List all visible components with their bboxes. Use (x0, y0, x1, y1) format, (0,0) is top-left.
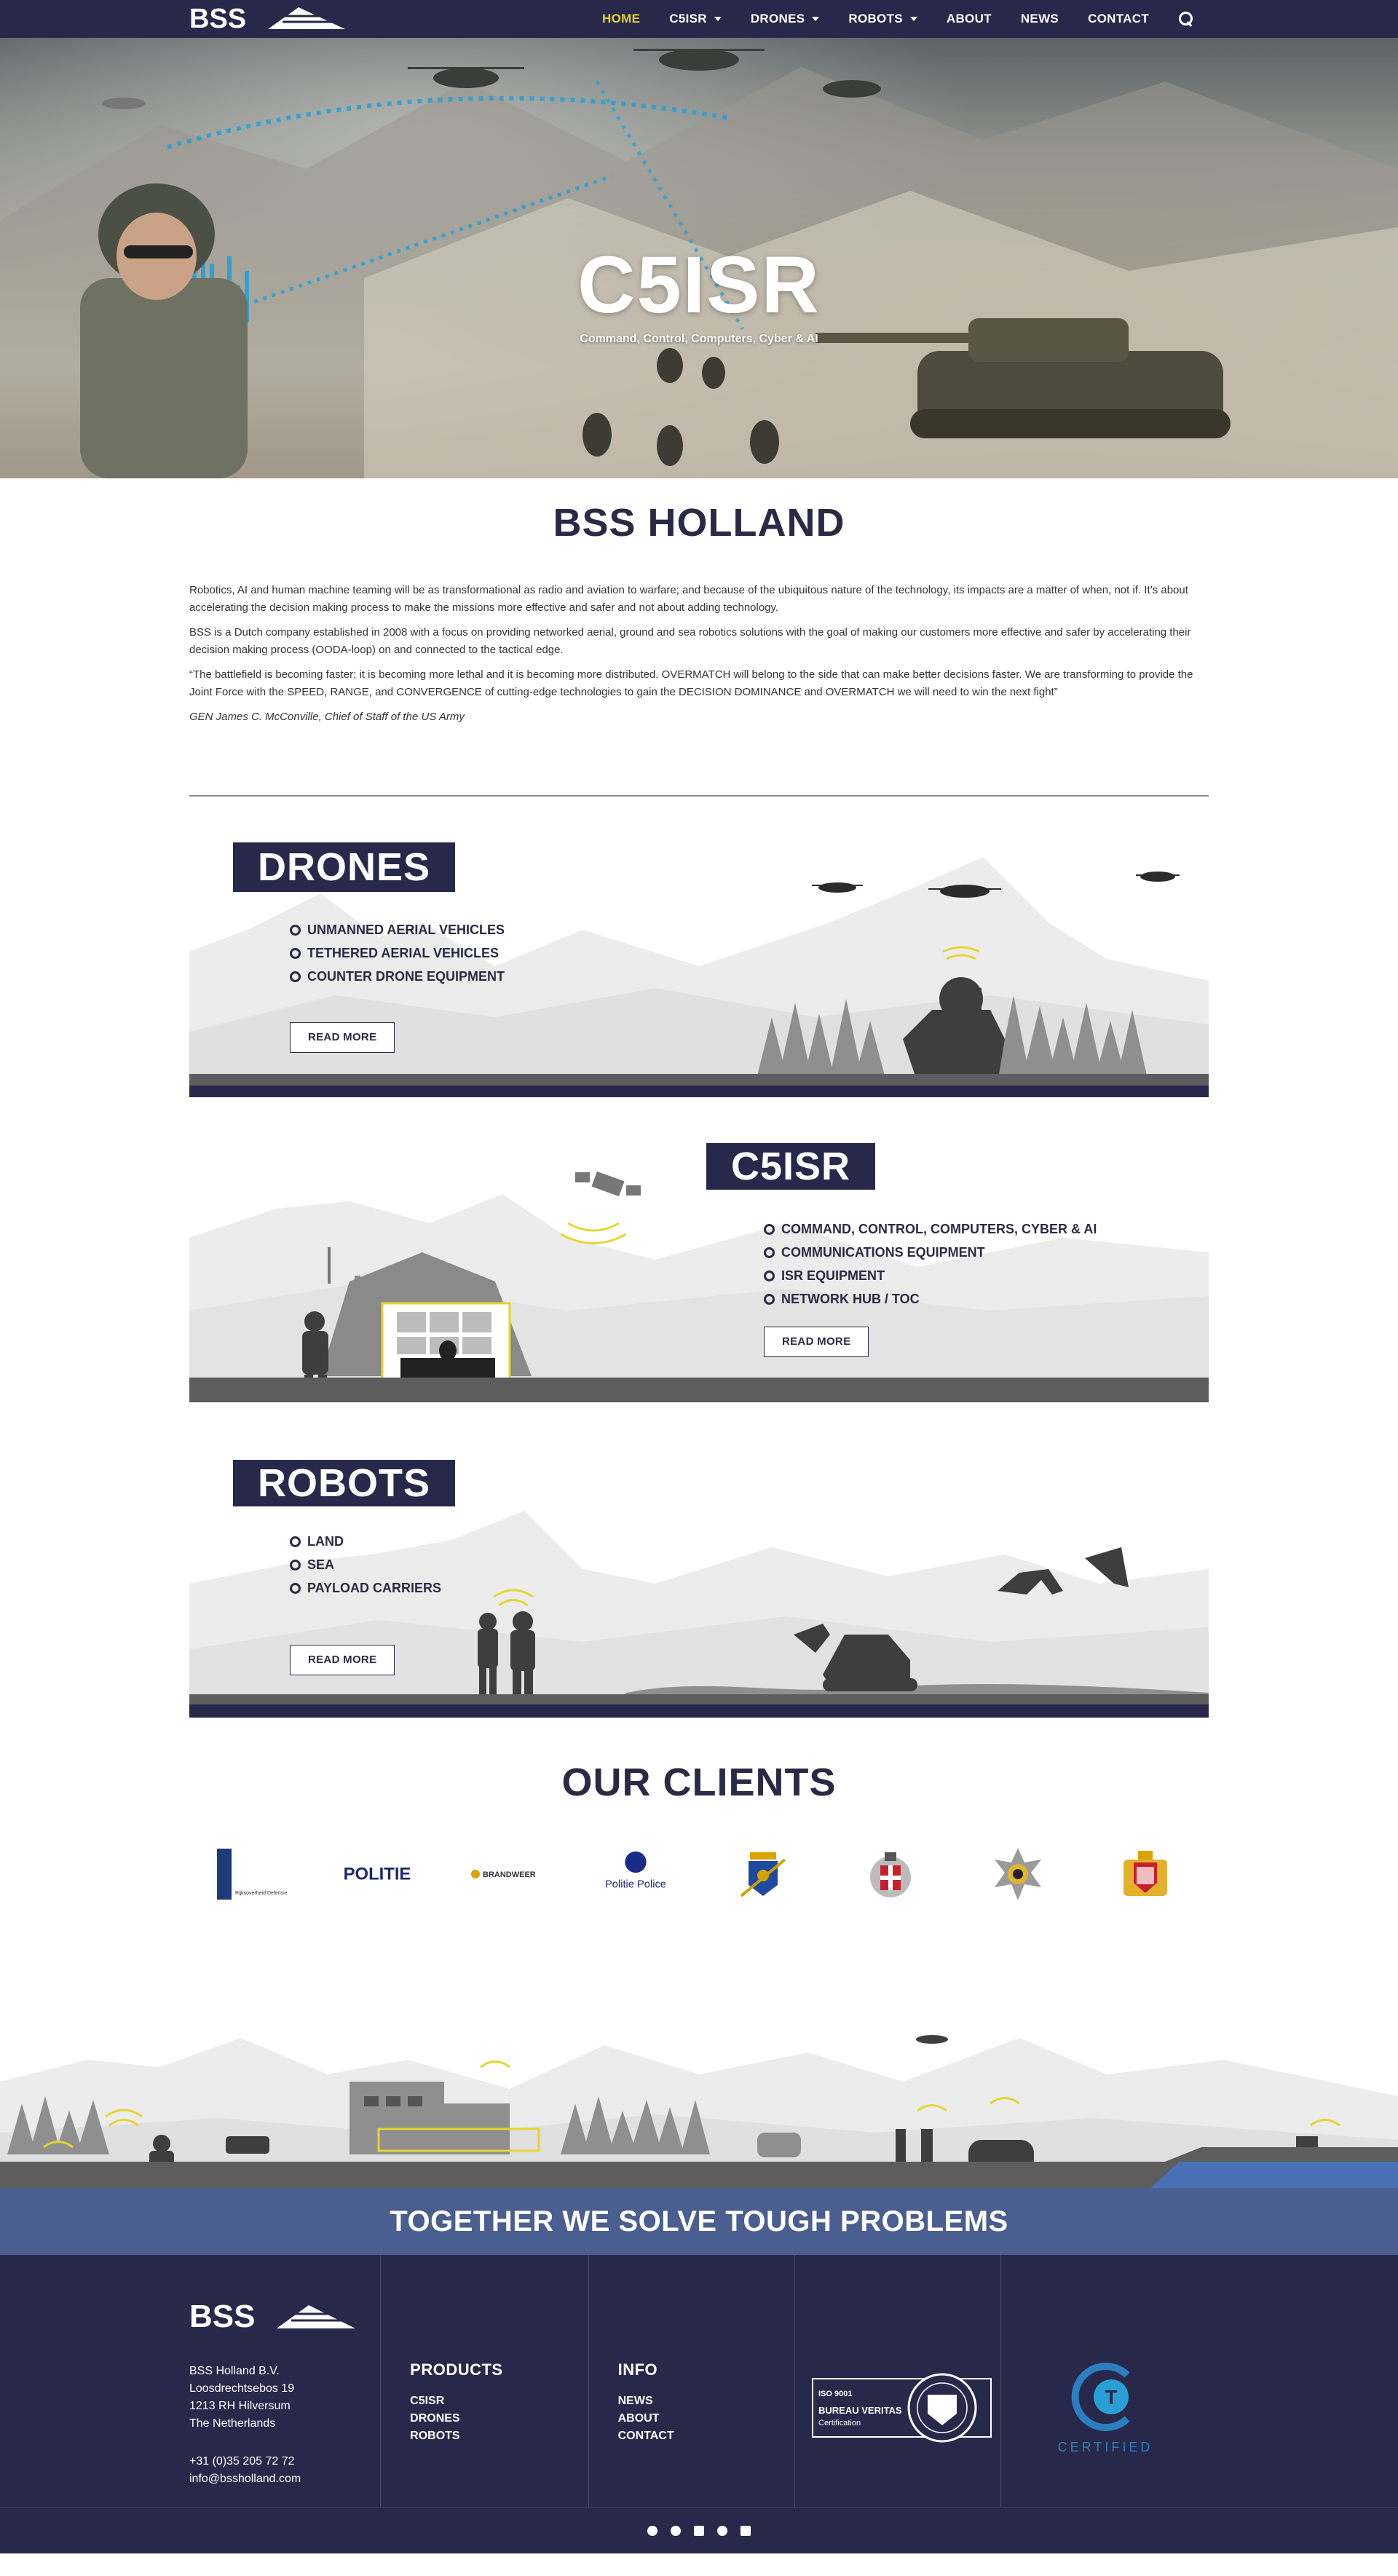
svg-text:BSS: BSS (189, 2302, 256, 2331)
svg-text:ISO 9001: ISO 9001 (818, 2390, 853, 2398)
city: 1213 RH Hilversum (189, 2400, 291, 2412)
c5isr-section (189, 1143, 1209, 1402)
nav-news-label: NEWS (1020, 12, 1059, 25)
svg-text:Politie Police: Politie Police (604, 1878, 666, 1891)
svg-text:T: T (1105, 2386, 1118, 2409)
footer-address (189, 2363, 380, 2433)
nav-c5isr[interactable] (669, 12, 722, 26)
logo-text: BSS (189, 6, 247, 32)
svg-text:1828: 1828 (935, 2433, 950, 2440)
list-item: UNMANNED AERIAL VEHICLES (290, 918, 505, 941)
street: Loosdrechtsebos 19 (189, 2382, 295, 2395)
bureau-veritas-certificate (811, 2371, 993, 2444)
intro-text (189, 582, 1209, 726)
hero-title: C5ISR (577, 240, 821, 330)
footer-company-column (189, 2255, 381, 2507)
footer-products-column (381, 2255, 588, 2507)
chevron-down-icon (714, 17, 722, 21)
drones-list (290, 918, 505, 988)
drones-heading: DRONES (233, 842, 455, 892)
phone[interactable]: +31 (0)35 205 72 72 (189, 2455, 295, 2468)
certified-badge (1040, 2357, 1171, 2459)
page-title: BSS HOLLAND (553, 501, 845, 545)
nav-drones[interactable] (751, 12, 820, 26)
section-divider (189, 795, 1209, 797)
politie-police-logo (596, 1845, 676, 1903)
svg-text:POLITIE: POLITIE (343, 1864, 411, 1884)
company-name: BSS Holland B.V. (189, 2365, 280, 2377)
footer-link-about[interactable]: ABOUT (617, 2412, 660, 2425)
robots-read-more-button[interactable]: READ MORE (290, 1645, 395, 1675)
products-heading: PRODUCTS (410, 2360, 503, 2379)
chevron-down-icon (910, 17, 917, 21)
nav-robots-label: ROBOTS (848, 12, 903, 25)
panorama-illustration (0, 1994, 1398, 2188)
list-item: TETHERED AERIAL VEHICLES (290, 941, 505, 965)
c5isr-read-more-button[interactable]: READ MORE (764, 1327, 869, 1357)
clients-section (189, 1760, 1209, 1907)
svg-text:BUREAU VERITAS: BUREAU VERITAS (818, 2405, 902, 2416)
footer-logo[interactable] (189, 2302, 380, 2335)
nav-contact[interactable] (1088, 12, 1149, 26)
country: The Netherlands (189, 2417, 276, 2430)
info-heading: INFO (617, 2360, 658, 2379)
chevron-down-icon (812, 17, 819, 21)
social-bar (0, 2507, 1398, 2553)
facebook-icon[interactable] (647, 2526, 657, 2536)
nav-contact-label: CONTACT (1088, 12, 1149, 25)
client-logos (189, 1841, 1209, 1907)
slogan-banner: TOGETHER WE SOLVE TOUGH PROBLEMS (0, 2188, 1398, 2255)
footer-contact (189, 2453, 380, 2488)
footer-link-robots[interactable]: ROBOTS (410, 2430, 460, 2442)
linkedin-icon[interactable] (741, 2526, 751, 2536)
hero-subtitle: Command, Control, Computers, Cyber & AI (580, 333, 818, 345)
c5isr-heading: C5ISR (706, 1143, 875, 1190)
denmark-crest-logo (850, 1845, 931, 1903)
footer-link-news[interactable]: NEWS (617, 2395, 653, 2407)
list-item: PAYLOAD CARRIERS (290, 1576, 441, 1600)
nav-home-label: HOME (602, 12, 641, 25)
robots-section (189, 1460, 1209, 1718)
bss-logo[interactable] (189, 0, 350, 38)
sweden-crest-logo (723, 1845, 803, 1903)
svg-text:BRANDWEER: BRANDWEER (482, 1870, 536, 1879)
footer-link-contact[interactable]: CONTACT (617, 2430, 674, 2442)
nav-about[interactable] (947, 12, 992, 26)
nav-about-label: ABOUT (946, 12, 992, 25)
footer-info-column (589, 2255, 796, 2507)
youtube-icon[interactable] (694, 2526, 704, 2536)
list-item: LAND (290, 1530, 441, 1553)
footer-link-c5isr[interactable]: C5ISR (410, 2395, 445, 2407)
nav-home[interactable] (602, 12, 640, 26)
list-item: NETWORK HUB / TOC (764, 1287, 1097, 1311)
twitter-icon[interactable] (671, 2526, 681, 2536)
svg-text:CERTIFIED: CERTIFIED (1057, 2440, 1153, 2454)
robots-heading: ROBOTS (233, 1460, 455, 1506)
nav-news[interactable] (1021, 12, 1059, 26)
search-icon[interactable] (1178, 11, 1194, 27)
svg-text:Certification: Certification (818, 2419, 861, 2427)
robots-list (290, 1530, 441, 1600)
brandweer-logo (468, 1845, 548, 1903)
nav-robots[interactable] (848, 12, 917, 26)
intro-quote: “The battlefield is becoming faster; it is becoming more lethal and it is becoming more distributed. OVERMATCH will belong to the side that can make better decisions faster. We are transforming to provide the Joint Force with the SPEED, RANGE, and CONVERGENCE of cutting-edge technologies to gain the DECISION DOMINANCE and OVERMATCH we will need to win the next fight” (189, 668, 1193, 698)
list-item: SEA (290, 1553, 441, 1576)
politie-logo (341, 1845, 421, 1903)
instagram-icon[interactable] (717, 2526, 727, 2536)
hero-banner (0, 38, 1398, 478)
top-navigation (0, 0, 1398, 38)
footer-link-drones[interactable]: DRONES (410, 2412, 460, 2425)
list-item: COUNTER DRONE EQUIPMENT (290, 965, 505, 988)
email[interactable]: info@bssholland.com (189, 2473, 301, 2485)
c5isr-list (764, 1217, 1097, 1311)
drones-section (189, 842, 1209, 1097)
nav-c5isr-label: C5ISR (669, 12, 707, 25)
list-item: COMMAND, CONTROL, COMPUTERS, CYBER & AI (764, 1217, 1097, 1241)
intro-section (189, 500, 1209, 797)
footer-iso-column (795, 2255, 1001, 2507)
drones-read-more-button[interactable]: READ MORE (290, 1022, 395, 1053)
clients-title: OUR CLIENTS (561, 1761, 837, 1804)
list-item: ISR EQUIPMENT (764, 1264, 1097, 1287)
intro-paragraph: BSS is a Dutch company established in 2008 with a focus on providing networked aerial, ground and sea robotics solutions with the goal of making our customers more effective and safer by accelerating their decision making process (OODA-loop) on and connected to the tactical edge. (189, 626, 1191, 656)
nav-drones-label: DRONES (750, 12, 805, 25)
quote-author: GEN James C. McConville, Chief of Staff of the US Army (189, 711, 465, 723)
footer (0, 2255, 1398, 2507)
svg-text:Rijksoverheid Defensie: Rijksoverheid Defensie (234, 1891, 288, 1896)
germany-police-star-logo (978, 1845, 1058, 1903)
luxembourg-crest-logo (1105, 1845, 1185, 1903)
footer-certified-column (1001, 2255, 1209, 2507)
list-item: COMMUNICATIONS EQUIPMENT (764, 1241, 1097, 1264)
main-menu (602, 11, 1194, 27)
rijksoverheid-logo (213, 1845, 293, 1903)
intro-paragraph: Robotics, AI and human machine teaming will be as transformational as radio and aviation to warfare; and because of the ubiquitous nature of the technology, its impacts are a matter of when, not if. It’s about accelerating the decision making process to make the missions more effective and safer and not about adding technology. (189, 584, 1188, 614)
